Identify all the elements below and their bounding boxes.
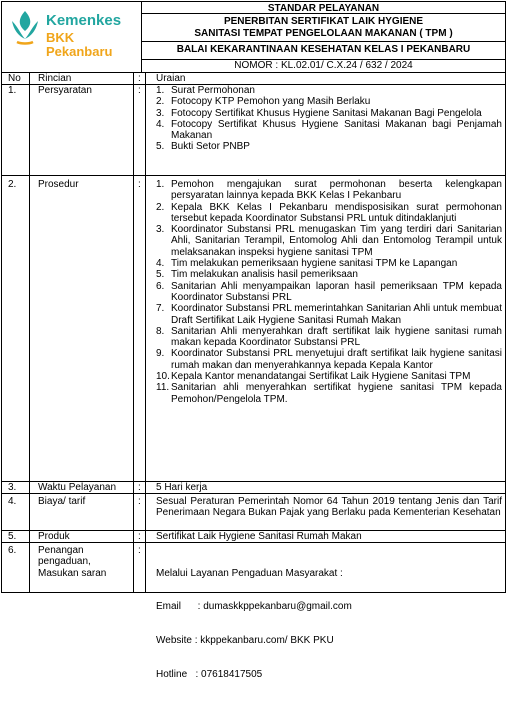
complaint-hotline: Hotline : 07618417505 [156,669,263,681]
row-colon: : [133,543,146,593]
row-colon: : [133,531,146,542]
list-item: 2. Kepala BKK Kelas I Pekanbaru mendisposisikan surat permohonan tersebut kepada Koordinator Substansi PRL untuk ditindaklanjuti [156,201,502,224]
header-uraian: Uraian [156,73,186,84]
document-number: NOMOR : KL.02.01/ C.X.24 / 632 / 2024 [142,59,505,72]
table-row-biaya [2,494,505,531]
table-row-persyaratan [2,85,505,176]
list-item: 11. Sanitarian ahli menyerahkan sertifikat hygiene sanitasi TPM kepada Pemohon/Pengelola TPM. [156,382,502,405]
row-label: Biaya/ tarif [38,496,86,507]
row-label: Waktu Pelayanan [38,482,117,493]
list-item: 5. Tim melakukan analisis hasil pemeriksaan [156,269,358,281]
document-subtitle-2: SANITASI TEMPAT PENGELOLAAN MAKANAN ( TPM ) [142,28,505,42]
document-subtitle-1: PENERBITAN SERTIFIKAT LAIK HYGIENE [223,16,424,27]
document-title: STANDAR PELAYANAN [142,3,505,14]
row-label: Produk [38,531,70,542]
row-number: 4. [2,494,30,530]
row-number: 2. [2,176,30,481]
table-row-produk [2,531,505,543]
list-item: 3. Koordinator Substansi PRL menugaskan Tim yang terdiri dari Sanitarian Ahli, Sanitarian Terampil, Entomolog Ahli dan Entomolog Terampil untuk melaksanakan inspeksi hygiene sanitasi TPM [156,224,502,258]
title-cell [142,2,505,72]
list-item: 10. Kepala Kantor menandatangai Sertifikat Laik Hygiene Sanitasi TPM [156,371,471,383]
logo-name: Kemenkes [46,12,122,29]
list-item: 7. Koordinator Substansi PRL memerintahkan Sanitarian Ahli untuk membuat Draft Sertifikat Laik Hygiene Sanitasi Rumah Makan [156,303,502,326]
row-colon: : [133,482,146,493]
table-row-pengaduan [2,543,505,681]
list-item: 6. Sanitarian Ahli menyampaikan laporan hasil pemeriksaan TPM kepada Koordinator Substansi PRL [156,280,502,303]
row-number: 1. [2,85,30,175]
list-item: 4. Fotocopy Sertifikat Khusus Hygiene Sanitasi Makanan bagi Penjamah Makanan [156,118,502,142]
list-item: 1. Pemohon mengajukan surat permohonan beserta kelengkapan persyaratan lainnya kepada BKK Kelas I Pekanbaru [156,179,502,202]
header-no: No [2,73,30,84]
row-label: Prosedur [38,179,79,190]
kemenkes-logo-icon [8,9,42,45]
complaint-email: Email : dumaskkppekanbaru@gmail.com [156,601,352,613]
list-item: 4. Tim melakukan pemeriksaan hygiene sanitasi TPM ke Lapangan [156,258,458,270]
list-item: 1. Surat Permohonan [156,85,255,96]
row-number: 6. [2,543,30,593]
procedure-list [156,179,502,405]
row-colon: : [133,494,146,530]
row-number: 5. [2,531,30,542]
header-rincian: Rincian [38,73,72,84]
requirements-list [156,85,502,153]
list-item: 2. Fotocopy KTP Pemohon yang Masih Berlaku [156,96,371,108]
institution-name: BALAI KEKARANTINAAN KESEHATAN KELAS I PEKANBARU [176,44,471,55]
table-header-row [2,73,505,85]
row-value [146,543,505,681]
row-value [146,176,505,481]
row-number: 3. [2,482,30,493]
row-label: Persyaratan [38,85,92,96]
complaint-website: Website : kkppekanbaru.com/ BKK PKU [156,635,334,647]
row-label: Penangan pengaduan, Masukan saran [38,545,107,579]
row-value [146,85,505,175]
row-colon: : [133,85,146,175]
list-item: 8. Sanitarian Ahli menyerahkan draft sertifikat laik hygiene sanitasi rumah makan kepada Koordinator Substansi PRL [156,325,502,349]
complaint-channel: Melalui Layanan Pengaduan Masyarakat : [156,567,343,579]
table-row-prosedur [2,176,505,482]
logo-cell [2,2,142,72]
row-colon: : [133,176,146,481]
service-standard-document [1,1,506,681]
row-value: 5 Hari kerja [156,482,208,493]
list-item: 9. Koordinator Substansi PRL menyetujui draft sertifikat laik hygiene sanitasi rumah makan dan menyerahkannya kepada Kepala Kantor [156,348,502,371]
row-value: Sertifikat Laik Hygiene Sanitasi Rumah Makan [156,531,362,542]
document-header [2,2,505,73]
list-item: 3. Fotocopy Sertifikat Khusus Hygiene Sanitasi Makanan Bagi Pengelola [156,107,482,119]
header-colon: : [133,73,146,84]
table-row-waktu-pelayanan [2,482,505,494]
logo-subname: BKK Pekanbaru [46,30,113,59]
list-item: 5. Bukti Setor PNBP [156,141,250,153]
row-value: Sesual Peraturan Pemerintah Nomor 64 Tahun 2019 tentang Jenis dan Tarif Penerimaan Negara Bukan Pajak yang Berlaku pada Kementerian Kesehatan [156,496,502,519]
